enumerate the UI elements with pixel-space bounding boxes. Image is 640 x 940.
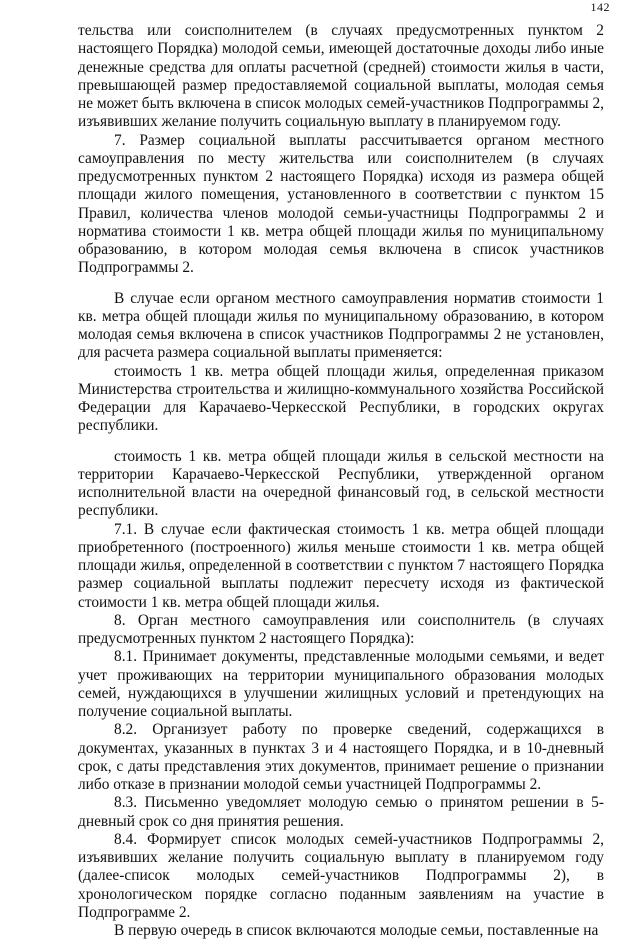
paragraph-item-7-1: 7.1. В случае если фактическая стоимость 1 кв. метра общей площади приобретенного (построенного) жилья меньше стоимости 1 кв. метра общей площади жилья, определенной в соответствии с пунктом 7 настоящего Порядка размер социальной выплаты подлежит пересчету исходя из фактической стоимости 1 кв. метра общей площади жилья. [78,520,604,611]
paragraph-item-7: 7. Размер социальной выплаты рассчитывается органом местного самоуправления по месту жительства или соисполнителем (в случаях предусмотренных пунктом 2 настоящего Порядка) исходя из размера общей площади жилого помещения, установленного в соответствии с пунктом 15 Правил, количества членов молодой семьи-участницы Подпрограммы 2 и норматива стоимости 1 кв. метра общей площади жилья по муниципальному образованию, в котором молодая семья включена в список участников Подпрограммы 2. [78,131,604,277]
document-body [78,22,604,940]
paragraph-item-8-2: 8.2. Организует работу по проверке сведений, содержащихся в документах, указанных в пунктах 3 и 4 настоящего Порядка, и в 10-дневный срок, с даты представления этих документов, принимает решение о признании либо отказе в признании молодой семьи участницей Подпрограммы 2. [78,721,604,793]
paragraph-item-8: 8. Орган местного самоуправления или соисполнитель (в случаях предусмотренных пунктом 2 настоящего Порядка): [78,611,604,647]
paragraph-item-8-1: 8.1. Принимает документы, представленные молодыми семьями, и ведет учет проживающих на территории муниципального образования молодых семей, нуждающихся в улучшении жилищных условий и претендующих на получение социальной выплаты. [78,648,604,720]
paragraph-continuation: тельства или соисполнителем (в случаях предусмотренных пунктом 2 настоящего Порядка) молодой семьи, имеющей достаточные доходы либо иные денежные средства для оплаты расчетной (средней) стоимости жилья в части, превышающей размер предоставляемой социальной выплаты, молодая семья не может быть включена в список молодых семей-участников Подпрограммы 2, изъявивших желание получить социальную выплату в планируемом году. [78,22,604,131]
paragraph-urban-cost: стоимость 1 кв. метра общей площади жилья, определенная приказом Министерства строительства и жилищно-коммунального хозяйства Российской Федерации для Карачаево-Черкесской Республики, в городских округах республики. [78,362,604,435]
paragraph-rural-cost: стоимость 1 кв. метра общей площади жилья в сельской местности на территории Карачаево-Черкесской Республики, утвержденной органом исполнительной власти на очередной финансовый год, в сельской местности республики. [78,447,604,520]
paragraph-priority: В первую очередь в список включаются молодые семьи, поставленные на [114,922,599,939]
paragraph-norm-not-set: В случае если органом местного самоуправления норматив стоимости 1 кв. метра общей площади жилья по муниципальному образованию, в котором молодая семья включена в список участников Подпрограммы 2 не установлен, для расчета размера социальной выплаты применяется: [78,289,604,362]
paragraph-item-8-3: 8.3. Письменно уведомляет молодую семью о принятом решении в 5-дневный срок со дня принятия решения. [78,794,604,830]
page-number: 142 [590,0,610,14]
paragraph-item-8-4: 8.4. Формирует список молодых семей-участников Подпрограммы 2, изъявивших желание получить социальную выплату в планируемом году (далее-список молодых семей-участников Подпрограммы 2), в хронологическом порядке согласно поданным заявлениям на участие в Подпрограмме 2. [78,830,604,921]
